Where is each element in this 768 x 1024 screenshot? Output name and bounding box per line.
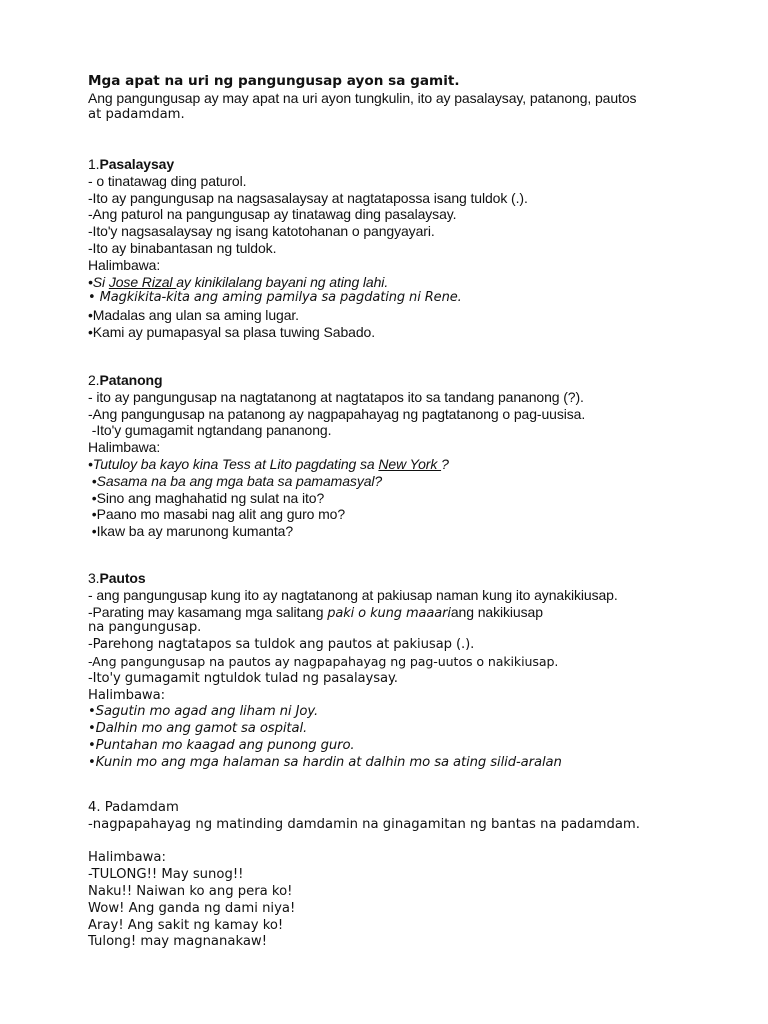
example-line: •Madalas ang ulan sa aming lugar. [88, 307, 299, 324]
description-line: - ito ay pangungusap na nagtatanong at nagtatapos ito sa tandang pananong (?). [88, 388, 584, 405]
italic-phrase: paki o kung maaari [327, 605, 451, 621]
description-line: - ang pangungusap kung ito ay nagtatanong at pakiusap naman kung ito aynakikiusap. [88, 586, 618, 603]
description-line: -Ang pangungusap na patanong ay nagpapahayag ng pagtatanong o pag-uusisa. [88, 405, 586, 422]
halimbawa-label: Halimbawa: [88, 687, 165, 703]
section-heading [88, 372, 728, 389]
section-patanong [88, 372, 728, 540]
example-line: • Magkikita-kita ang aming pamilya sa pagdating ni Rene. [88, 290, 462, 306]
example-line: •Kami ay pumapasyal sa plasa tuwing Sabado. [88, 323, 375, 340]
description-line: -Parehong nagtatapos sa tuldok ang pautos at pakiusap (.). [88, 637, 475, 653]
halimbawa-label: Halimbawa: [88, 439, 161, 456]
description-line: -Ito'y gumagamit ngtandang pananong. [88, 422, 332, 439]
example-text: ? [441, 455, 449, 472]
section-number: 3. [88, 570, 100, 586]
intro-line-2: at padamdam. [88, 106, 185, 122]
example-line: •Paano mo masabi nag alit ang guro mo? [88, 506, 346, 523]
example-line: Aray! Ang sakit ng kamay ko! [88, 917, 284, 933]
description-line: - o tinatawag ding paturol. [88, 172, 247, 189]
description-line: -Ito'y nagsasalaysay ng isang katotohanan o pangyayari. [88, 223, 435, 240]
description-text: ang nakikiusap [450, 603, 543, 620]
example-line: Naku!! Naiwan ko ang pera ko! [88, 883, 293, 899]
section-number: 1. [88, 156, 100, 172]
section-padamdam [88, 800, 728, 951]
halimbawa-label: Halimbawa: [88, 256, 161, 273]
description-line: -Ito ay pangungusap na nagsasalaysay at nagtatapossa isang tuldok (.). [88, 189, 528, 206]
section-pautos [88, 570, 728, 772]
spacer [88, 834, 728, 851]
example-line: •Ikaw ba ay marunong kumanta? [88, 523, 294, 540]
section-heading: 4. Padamdam [88, 800, 179, 815]
description-line: -Ang pangungusap na pautos ay nagpapahayag ng pag-uutos o nakikiusap. [88, 653, 559, 669]
section-heading [88, 570, 728, 587]
link-jose-rizal[interactable]: Jose Rizal [108, 273, 177, 290]
description-line: -nagpapahayag ng matinding damdamin na ginagamitan ng bantas na padamdam. [88, 816, 640, 832]
example-text: •Si [88, 273, 109, 290]
description-line: -Ang paturol na pangungusap ay tinatawag ding pasalaysay. [88, 206, 457, 223]
description-line: -Ito ay binabantasan ng tuldok. [88, 239, 277, 256]
section-title: Pasalaysay [99, 156, 175, 172]
example-line: -TULONG!! May sunog!! [88, 867, 244, 883]
link-new-york[interactable]: New York [378, 455, 442, 472]
example-line: Tulong! may magnanakaw! [88, 934, 268, 950]
example-text: ay kinikilalang bayani ng ating lahi. [176, 273, 389, 290]
halimbawa-label: Halimbawa: [88, 850, 166, 866]
description-line: -Ito'y gumagamit ngtuldok tulad ng pasalaysay. [88, 670, 398, 686]
description-line [88, 604, 728, 621]
example-line: •Sino ang maghahatid ng sulat na ito? [88, 489, 325, 506]
example-line [88, 274, 728, 291]
example-line: •Dalhin mo ang gamot sa ospital. [88, 721, 308, 737]
example-line: •Kunin mo ang mga halaman sa hardin at dalhin mo sa ating silid-aralan [88, 754, 562, 770]
section-number: 2. [88, 372, 100, 388]
example-line: •Puntahan mo kaagad ang punong guro. [88, 737, 355, 753]
section-title: Patanong [99, 372, 163, 388]
example-line: •Sagutin mo agad ang liham ni Joy. [88, 704, 319, 720]
section-heading [88, 156, 728, 173]
example-line: •Sasama na ba ang mga bata sa pamamasyal? [88, 472, 383, 489]
example-text: •Tutuloy ba kayo kina Tess at Lito pagdating sa [88, 455, 379, 472]
description-text: -Parating may kasamang mga salitang [88, 603, 328, 620]
intro-section [88, 73, 728, 123]
example-line: Wow! Ang ganda ng dami niya! [88, 900, 296, 916]
intro-line-1: Ang pangungusap ay may apat na uri ayon tungkulin, ito ay pasalaysay, patanong, pautos [88, 89, 637, 106]
section-pasalaysay [88, 156, 728, 341]
example-line [88, 456, 728, 473]
section-title: Pautos [99, 570, 146, 586]
document-title: Mga apat na uri ng pangungusap ayon sa gamit. [88, 73, 460, 89]
description-line: na pangungusap. [88, 620, 202, 636]
